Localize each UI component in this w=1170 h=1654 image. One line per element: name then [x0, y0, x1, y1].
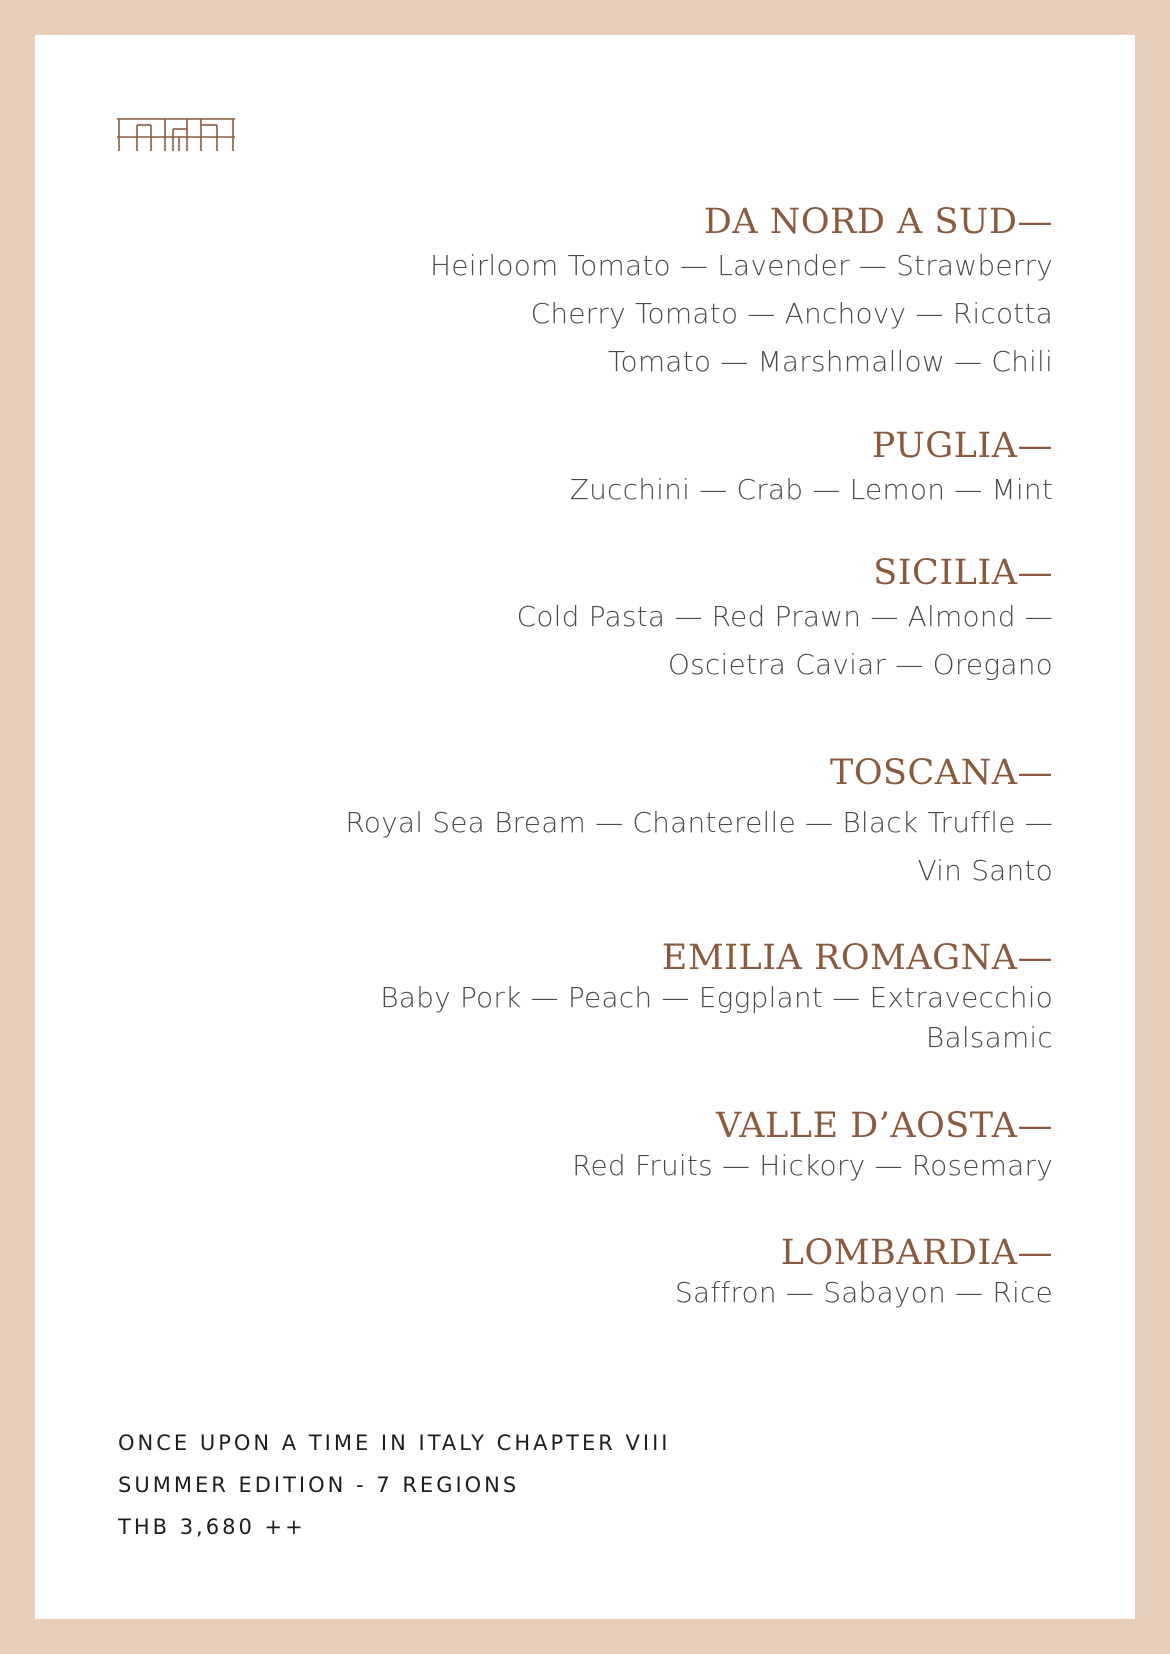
- region-title: DA NORD A SUD—: [703, 202, 1053, 242]
- dish-line: Saffron — Sabayon — Rice: [675, 1276, 1053, 1309]
- footer-edition: SUMMER EDITION - 7 REGIONS: [118, 1473, 520, 1497]
- dish-line: Cold Pasta — Red Prawn — Almond —: [516, 600, 1053, 633]
- menu-footer: [118, 1422, 670, 1548]
- region-da-nord-a-sud: [153, 202, 1053, 386]
- dish-line: Red Fruits — Hickory — Rosemary: [572, 1149, 1053, 1182]
- region-valle-daosta: [153, 1106, 1053, 1186]
- dish-line: Tomato — Marshmallow — Chili: [607, 345, 1053, 378]
- dish-line: Balsamic: [925, 1021, 1053, 1054]
- region-title: PUGLIA—: [871, 426, 1053, 466]
- region-title: EMILIA ROMAGNA—: [661, 938, 1053, 978]
- footer-price: THB 3,680 ++: [118, 1515, 306, 1539]
- dish-line: Vin Santo: [917, 854, 1053, 887]
- menu-card: [35, 35, 1135, 1619]
- dish-line: Royal Sea Bream — Chanterelle — Black Truffle —: [345, 806, 1053, 839]
- footer-title: ONCE UPON A TIME IN ITALY CHAPTER VIII: [118, 1431, 671, 1455]
- dish-line: Zucchini — Crab — Lemon — Mint: [569, 473, 1053, 506]
- region-title: TOSCANA—: [830, 753, 1053, 793]
- dish-line: Cherry Tomato — Anchovy — Ricotta: [530, 297, 1053, 330]
- region-toscana: [153, 753, 1053, 895]
- dish-line: Heirloom Tomato — Lavender — Strawberry: [430, 249, 1053, 282]
- region-title: LOMBARDIA—: [780, 1233, 1053, 1273]
- region-lombardia: [153, 1233, 1053, 1313]
- region-title: VALLE D’AOSTA—: [715, 1106, 1053, 1146]
- region-sicilia: [153, 553, 1053, 689]
- dish-line: Baby Pork — Peach — Eggplant — Extravecchio: [380, 981, 1053, 1014]
- restaurant-logo-icon: [117, 115, 237, 155]
- region-title: SICILIA—: [873, 553, 1053, 593]
- dish-line: Oscietra Caviar — Oregano: [667, 648, 1053, 681]
- region-puglia: [153, 426, 1053, 514]
- region-emilia-romagna: [153, 938, 1053, 1058]
